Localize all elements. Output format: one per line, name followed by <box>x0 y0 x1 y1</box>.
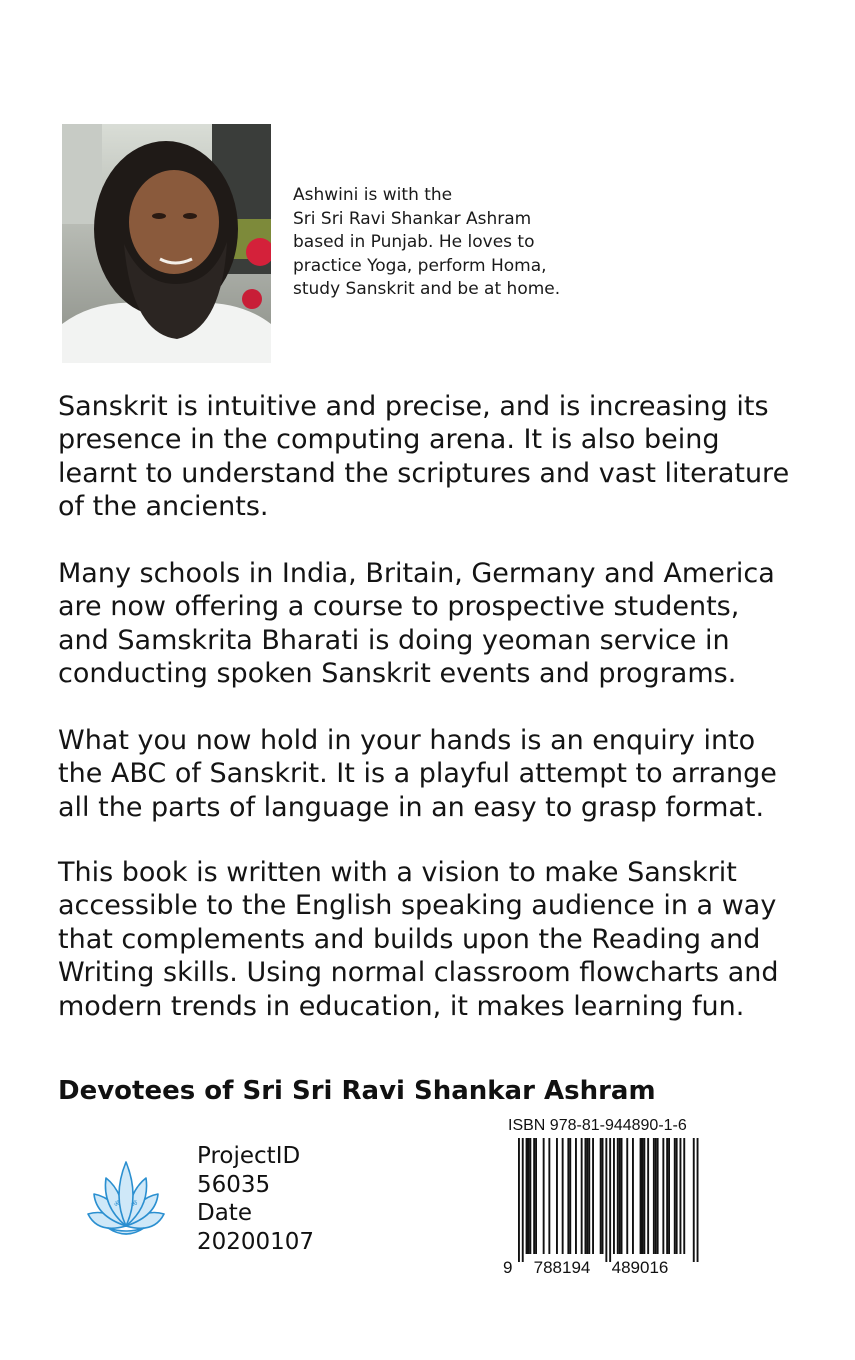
barcode-bar <box>676 1138 678 1254</box>
barcode-bar <box>562 1138 564 1254</box>
barcode-bar <box>680 1138 682 1254</box>
isbn-barcode <box>502 1138 702 1278</box>
lotus-icon <box>86 1156 166 1242</box>
barcode-bar <box>662 1138 664 1254</box>
paragraph-line: are now offering a course to prospective students, <box>58 591 740 623</box>
paragraph-line: This book is written with a vision to make Sanskrit <box>58 857 737 888</box>
barcode-bar <box>621 1138 623 1254</box>
barcode-bar <box>535 1138 537 1254</box>
barcode-bar <box>592 1138 594 1254</box>
paragraph-line: modern trends in education, it makes learning fun. <box>58 990 745 1022</box>
barcode-bar <box>585 1138 587 1254</box>
bio-line: Sri Sri Ravi Shankar Ashram <box>293 208 532 229</box>
barcode-bar <box>647 1138 649 1254</box>
bio-line: based in Punjab. He loves to <box>293 232 535 252</box>
svg-text:ॐ: ॐ <box>114 1200 121 1208</box>
barcode-bar <box>609 1138 611 1262</box>
barcode-bar <box>586 1138 588 1254</box>
paragraph-line: learnt to understand the scriptures and vast literature <box>58 457 790 489</box>
barcode-bar <box>697 1138 699 1262</box>
publisher-name: Devotees of Sri Sri Ravi Shankar Ashram <box>58 1076 656 1106</box>
paragraph-line: of the ancients. <box>58 491 269 523</box>
barcode-bar <box>556 1138 558 1254</box>
paragraph-line: all the parts of language in an easy to grasp format. <box>58 791 765 823</box>
barcode-first-digit: 9 <box>503 1258 513 1277</box>
barcode-bar <box>518 1138 520 1262</box>
date-value: 20200107 <box>197 1229 315 1256</box>
paragraph-line: presence in the computing arena. It is also being <box>58 424 720 456</box>
barcode-right-digits: 489016 <box>611 1258 669 1277</box>
description-paragraph-4 <box>58 856 828 1023</box>
paragraph-line: Writing skills. Using normal classroom flowcharts and <box>58 957 779 989</box>
barcode-bar <box>668 1138 670 1254</box>
project-id-label: ProjectID <box>197 1143 301 1169</box>
paragraph-line: the ABC of Sanskrit. It is a playful attempt to arrange <box>58 758 777 790</box>
barcode-bar <box>632 1138 634 1254</box>
bio-line: practice Yoga, perform Homa, <box>293 255 547 276</box>
barcode-bar <box>529 1138 531 1254</box>
barcode-bar <box>567 1138 569 1254</box>
paragraph-line: conducting spoken Sanskrit events and programs. <box>58 658 737 690</box>
author-photo <box>62 124 271 363</box>
paragraph-line: What you now hold in your hands is an enquiry into <box>58 725 756 756</box>
barcode-bar <box>548 1138 550 1254</box>
barcode-bar <box>657 1138 659 1254</box>
barcode-bar <box>600 1138 602 1254</box>
barcode-bar <box>533 1138 535 1254</box>
svg-text:ॐ: ॐ <box>131 1200 138 1208</box>
barcode-bar <box>526 1138 528 1254</box>
barcode-bar <box>543 1138 545 1254</box>
date-label: Date <box>197 1200 252 1227</box>
paragraph-line: that complements and builds upon the Reading and <box>58 923 761 955</box>
description-paragraph-1 <box>58 390 828 524</box>
isbn-label: ISBN 978-81-944890-1-6 <box>508 1117 687 1134</box>
paragraph-line: Sanskrit is intuitive and precise, and is increasing its <box>58 391 769 422</box>
barcode-bar <box>626 1138 628 1254</box>
barcode-bar <box>674 1138 676 1254</box>
barcode-bar <box>643 1138 645 1254</box>
description-paragraph-3 <box>58 724 828 824</box>
barcode-bar <box>619 1138 621 1254</box>
barcode-bar <box>613 1138 615 1254</box>
barcode-bar <box>642 1138 644 1254</box>
bio-line: study Sanskrit and be at home. <box>293 279 561 299</box>
barcode-bar <box>683 1138 685 1254</box>
paragraph-line: accessible to the English speaking audience in a way <box>58 890 777 922</box>
barcode-bar <box>640 1138 642 1254</box>
bio-line: Ashwini is with the <box>293 185 453 205</box>
barcode-bar <box>522 1138 524 1262</box>
barcode-left-digits: 788194 <box>533 1258 591 1277</box>
barcode-bar <box>655 1138 657 1254</box>
project-info <box>197 1142 314 1257</box>
barcode-bar <box>528 1138 530 1254</box>
barcode-bar <box>569 1138 571 1254</box>
author-bio <box>293 184 623 302</box>
barcode-bar <box>588 1138 590 1254</box>
description-paragraph-2 <box>58 557 828 691</box>
barcode-bar <box>693 1138 695 1262</box>
barcode-bar <box>575 1138 577 1254</box>
barcode-bar <box>602 1138 604 1254</box>
paragraph-line: and Samskrita Bharati is doing yeoman service in <box>58 624 730 656</box>
barcode-bar <box>617 1138 619 1254</box>
project-id-value: 56035 <box>197 1171 271 1198</box>
barcode-bar <box>581 1138 583 1254</box>
barcode-bar <box>666 1138 668 1254</box>
barcode-bar <box>605 1138 607 1262</box>
paragraph-line: Many schools in India, Britain, Germany and America <box>58 558 775 589</box>
barcode-bar <box>653 1138 655 1254</box>
